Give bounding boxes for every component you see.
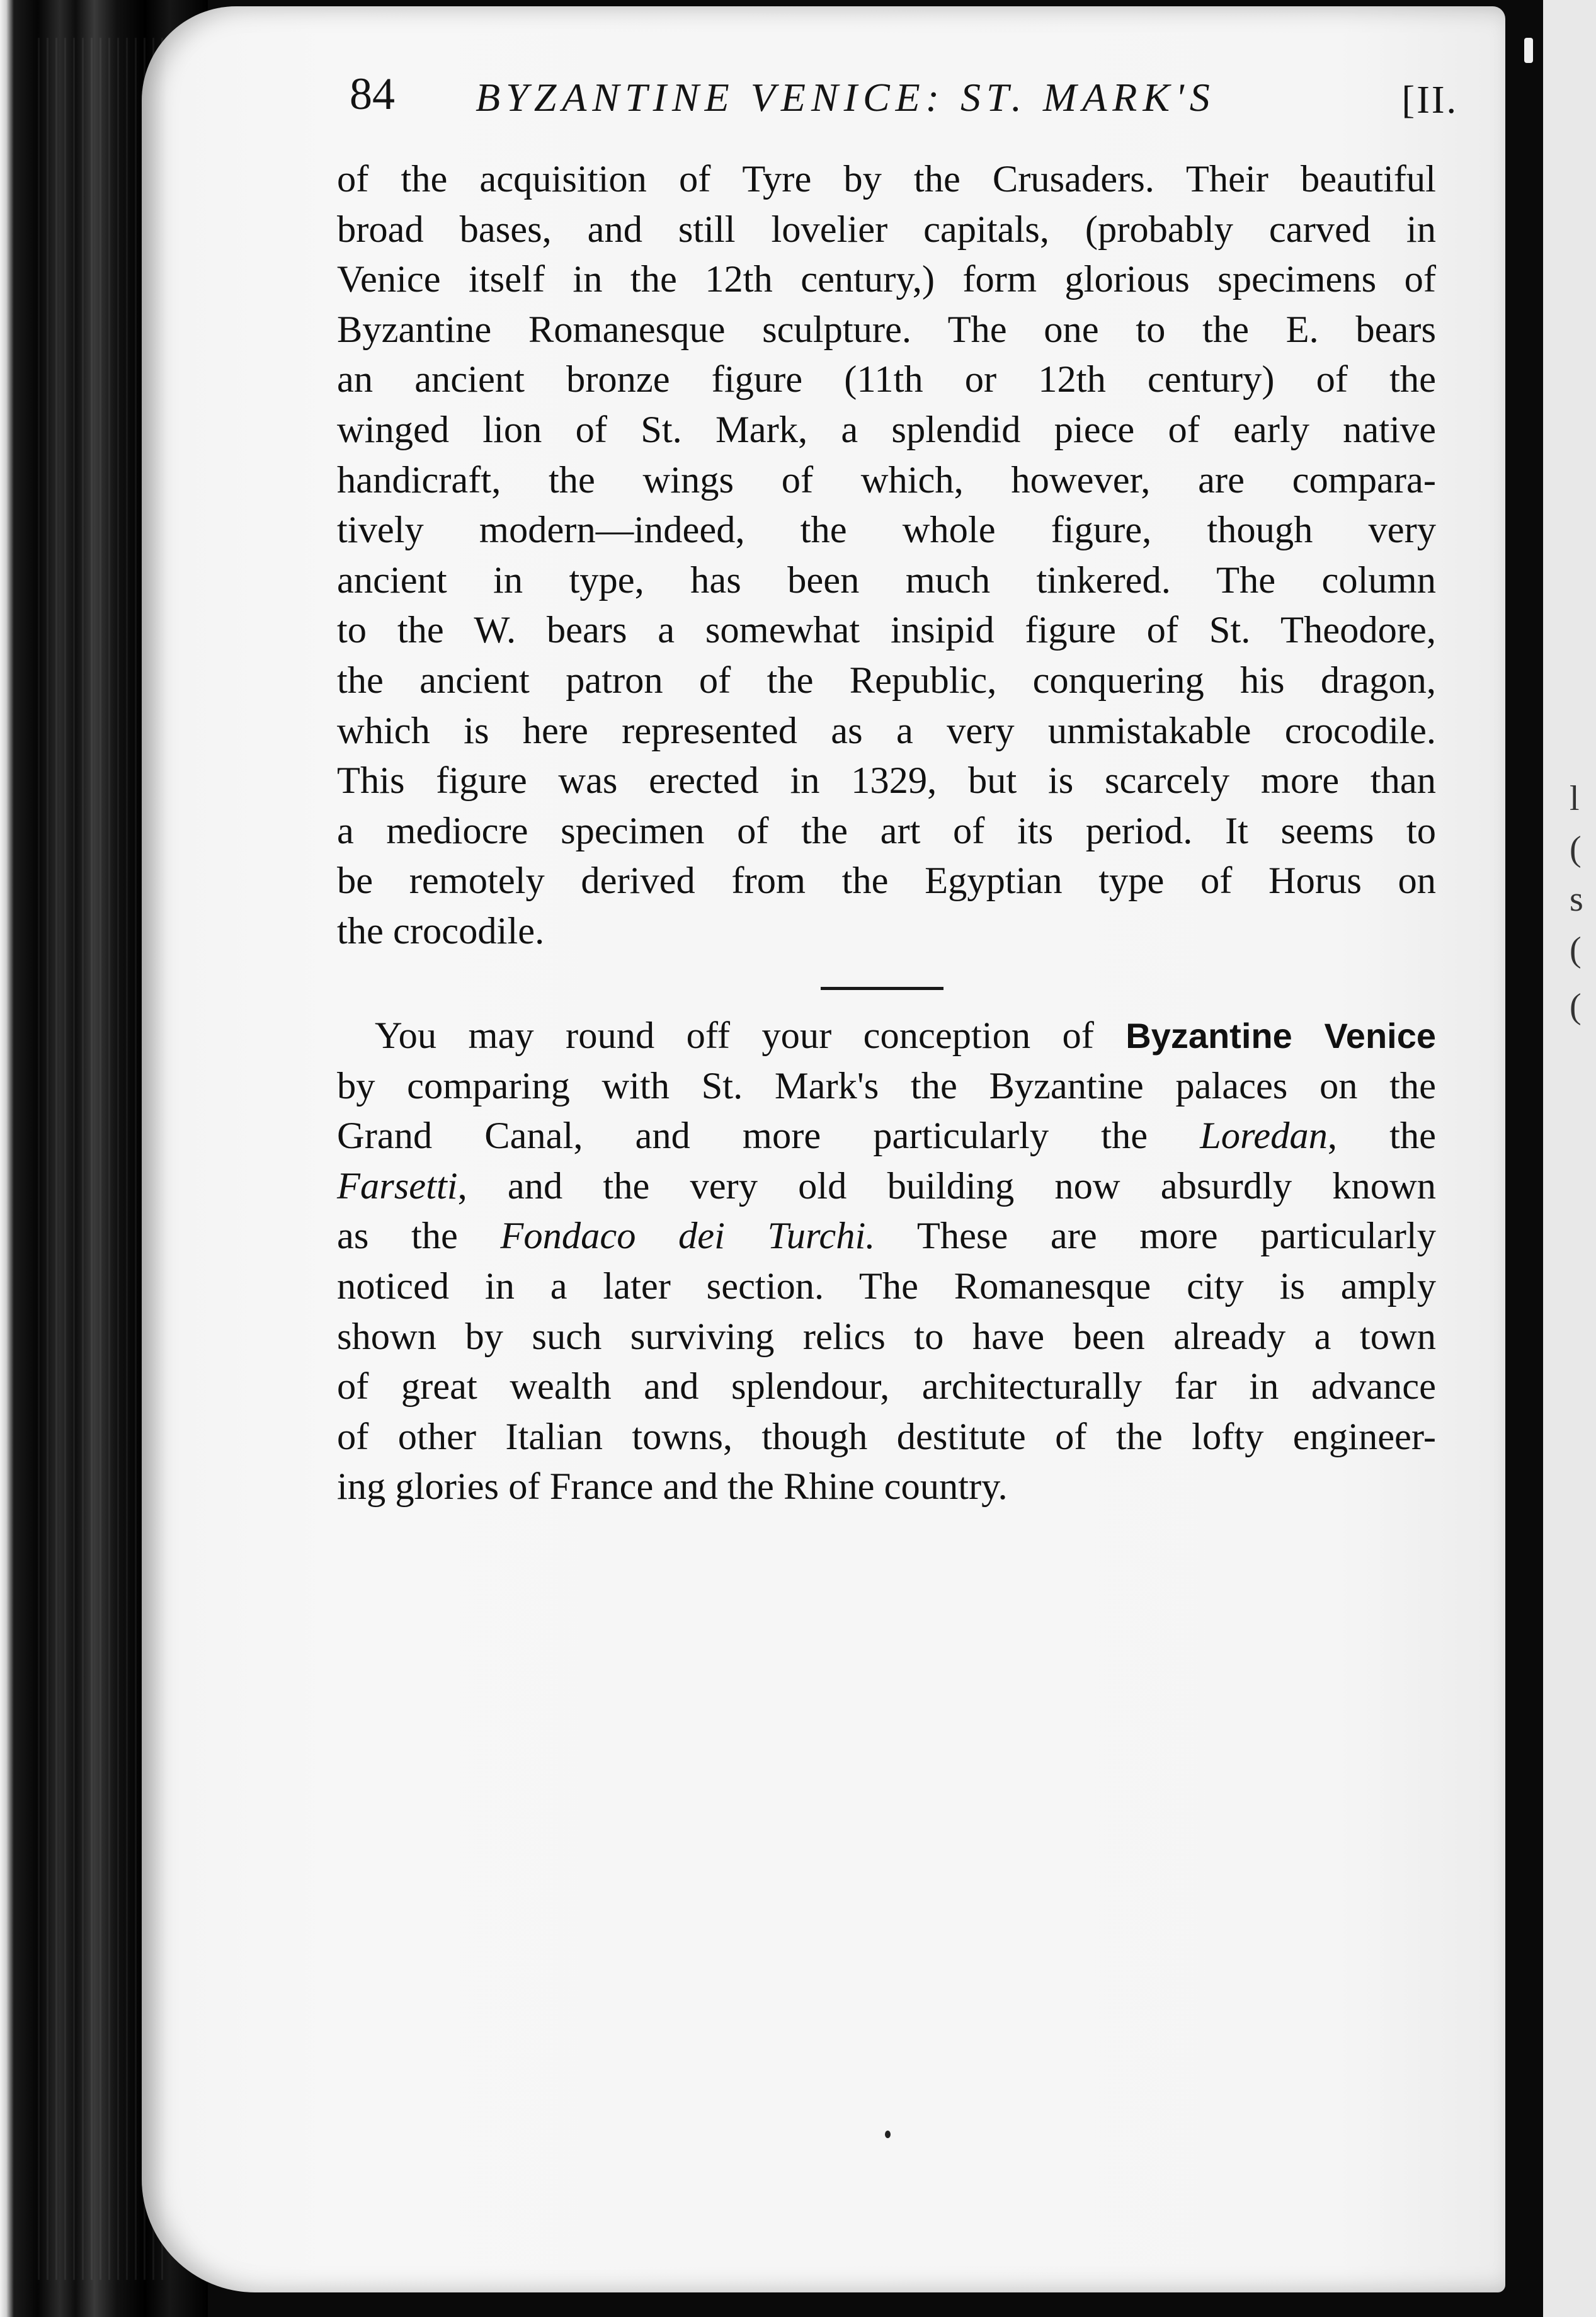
text-line: of the acquisition of Tyre by the Crusaders. Their beautiful (337, 158, 1436, 200)
text-line: by comparing with St. Mark's the Byzantine palaces on the (337, 1064, 1436, 1107)
text-line: of great wealth and splendour, architecturally far in advance (337, 1365, 1436, 1408)
text-line: tively modern—indeed, the whole figure, though very (337, 509, 1436, 552)
text-line: winged lion of St. Mark, a splendid piece of early native (337, 408, 1436, 451)
italic-term: Loredan (1200, 1115, 1328, 1158)
page-number: 84 (350, 69, 395, 119)
text-line: be remotely derived from the Egyptian type of Horus on (337, 860, 1436, 902)
bleed-glyph: ( (1570, 987, 1582, 1026)
text-line: You may round off your conception of Byzantine Venice (375, 1015, 1436, 1057)
text-line: handicraft, the wings of which, however, are compara- (337, 458, 1436, 501)
running-title: BYZANTINE VENICE: ST. MARK'S (476, 75, 1216, 120)
text-line: Byzantine Romanesque sculpture. The one to the E. bears (337, 308, 1436, 351)
bleed-glyph: l (1570, 779, 1580, 818)
text-line: as the Fondaco dei Turchi. These are more particularly (337, 1215, 1436, 1258)
edge-mark (1524, 38, 1533, 63)
bleed-glyph: ( (1570, 829, 1582, 868)
italic-term: Fondaco dei Turchi. (500, 1215, 875, 1258)
text-line: the ancient patron of the Republic, conquering his dragon, (337, 659, 1436, 702)
text-line: to the W. bears a somewhat insipid figure of St. Theodore, (337, 609, 1436, 652)
text-line: ing glories of France and the Rhine country. (337, 1466, 1008, 1508)
running-header (343, 62, 1458, 131)
bleed-glyph: ( (1570, 930, 1582, 969)
text-line: of other Italian towns, though destitute of the lofty engineer- (337, 1415, 1436, 1458)
text-line: an ancient bronze figure (11th or 12th century) of the (337, 358, 1436, 401)
text-line: Farsetti, and the very old building now absurdly known (337, 1164, 1436, 1207)
text-line: broad bases, and still lovelier capitals, (probably carved in (337, 208, 1436, 251)
text-line: a mediocre specimen of the art of its period. It seems to (337, 809, 1436, 852)
ink-speck (885, 2131, 891, 2138)
section-marker: [II. (1401, 79, 1458, 122)
section-divider (821, 987, 943, 990)
text-line: noticed in a later section. The Romanesque city is amply (337, 1265, 1436, 1307)
text-line: Venice itself in the 12th century,) form glorious specimens of (337, 258, 1436, 301)
text-line: Grand Canal, and more particularly the Loredan, the (337, 1115, 1436, 1158)
text-line: which is here represented as a very unmistakable crocodile. (337, 709, 1436, 752)
page-gutter-shadow (1499, 0, 1543, 2317)
bleed-glyph: s (1570, 880, 1583, 919)
italic-term: Farsetti (337, 1164, 458, 1207)
text-line: This figure was erected in 1329, but is scarcely more than (337, 760, 1436, 802)
text-line: shown by such surviving relics to have been already a town (337, 1315, 1436, 1358)
paragraph-2 (337, 1011, 1436, 1512)
paragraph-1 (337, 154, 1436, 957)
text-line: ancient in type, has been much tinkered. The column (337, 559, 1436, 601)
bold-term: Byzantine Venice (1126, 1016, 1436, 1056)
text-line: the crocodile. (337, 909, 545, 952)
